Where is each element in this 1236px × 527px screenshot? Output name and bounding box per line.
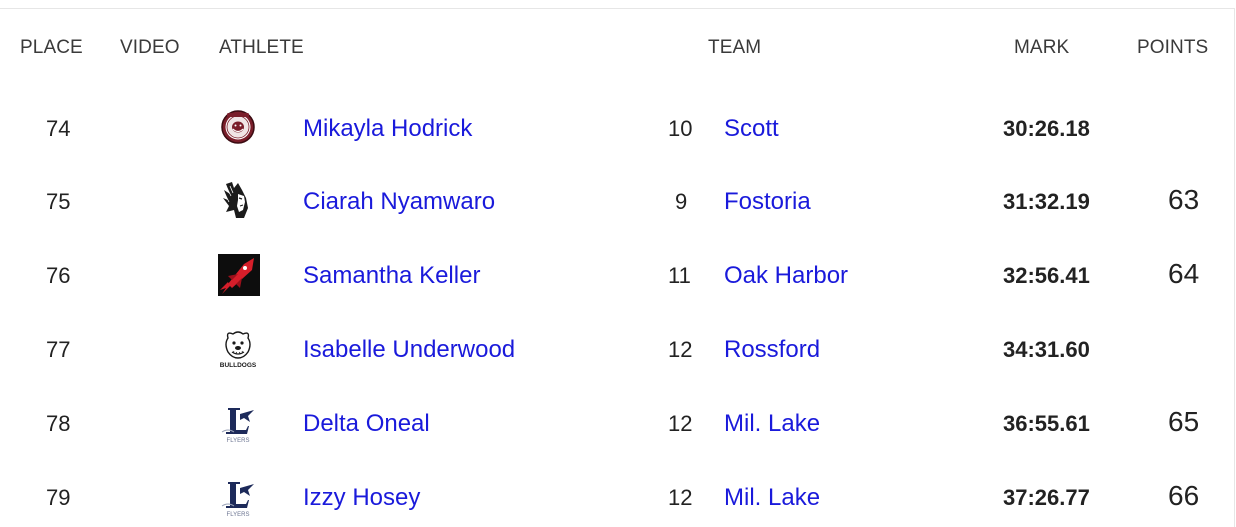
team-logo-icon: [218, 107, 258, 147]
table-row: [0, 328, 1236, 368]
place-value: 74: [46, 116, 71, 141]
header-place[interactable]: PLACE: [20, 37, 83, 58]
team-link[interactable]: Mil. Lake: [724, 410, 821, 437]
header-video: VIDEO: [120, 37, 180, 58]
grade-value: 9: [675, 189, 688, 214]
table-row: [0, 254, 1236, 294]
team-link[interactable]: Fostoria: [724, 188, 811, 215]
team-link[interactable]: Rossford: [724, 336, 821, 363]
mark-value: 37:26.77: [1003, 485, 1090, 510]
mark-value: 36:55.61: [1003, 411, 1090, 436]
grade-value: 11: [668, 263, 691, 288]
place-value: 75: [46, 189, 71, 214]
athlete-link[interactable]: Samantha Keller: [303, 262, 481, 289]
header-team[interactable]: TEAM: [708, 37, 762, 58]
mark-value: 31:32.19: [1003, 189, 1090, 214]
athlete-link[interactable]: Mikayla Hodrick: [303, 115, 473, 142]
place-value: 77: [46, 337, 71, 362]
place-value: 76: [46, 263, 71, 288]
mark-value: 34:31.60: [1003, 337, 1090, 362]
logo-bulldogs-text: BULLDOGS: [219, 362, 257, 369]
table-row: [0, 476, 1236, 516]
table-row: [0, 107, 1236, 147]
grade-value: 12: [668, 411, 693, 436]
points-value: 66: [1168, 480, 1200, 511]
athlete-link[interactable]: Delta Oneal: [303, 410, 430, 437]
athlete-link[interactable]: Izzy Hosey: [303, 484, 421, 511]
header-points[interactable]: POINTS: [1137, 37, 1209, 58]
team-link[interactable]: Oak Harbor: [724, 262, 849, 289]
team-link[interactable]: Mil. Lake: [724, 484, 821, 511]
table-row: [0, 402, 1236, 442]
team-link[interactable]: Scott: [724, 115, 779, 142]
points-value: 64: [1168, 258, 1200, 289]
grade-value: 10: [668, 116, 693, 141]
team-logo-icon: [218, 254, 258, 294]
mark-value: 30:26.18: [1003, 116, 1090, 141]
grade-value: 12: [668, 485, 693, 510]
team-logo-icon: [218, 476, 258, 516]
points-value: 65: [1168, 406, 1200, 437]
header-mark[interactable]: MARK: [1014, 37, 1070, 58]
table-row: [0, 180, 1236, 220]
team-logo-icon: [218, 402, 258, 442]
team-logo-icon: [218, 328, 258, 368]
athlete-link[interactable]: Ciarah Nyamwaro: [303, 188, 496, 215]
logo-flyers-text: FLYERS: [226, 438, 250, 444]
logo-flyers-text: FLYERS: [226, 512, 250, 518]
place-value: 78: [46, 411, 71, 436]
header-athlete[interactable]: ATHLETE: [219, 37, 304, 58]
points-value: 63: [1168, 184, 1200, 215]
mark-value: 32:56.41: [1003, 263, 1090, 288]
team-logo-icon: [218, 180, 258, 220]
grade-value: 12: [668, 337, 693, 362]
athlete-link[interactable]: Isabelle Underwood: [303, 336, 516, 363]
place-value: 79: [46, 485, 71, 510]
